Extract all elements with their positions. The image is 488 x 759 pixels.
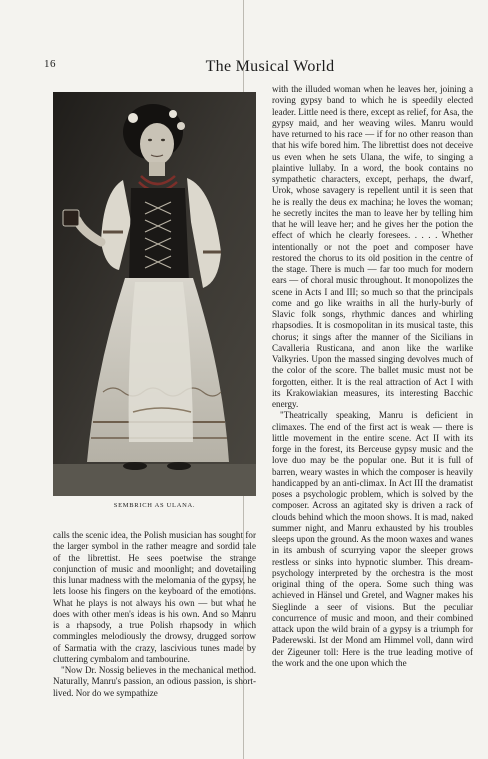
figure-caption: SEMBRICH AS ULANA. [113,502,196,509]
article-column-left [53,530,256,720]
article-paragraph: "Theatrically speaking, Manru is deficient in climaxes. The end of the first act is weak — there is little movement in the entire scene. Act II with its forge in the forest, its Berceuse gypsy music and the love duo may be the popular one. But it is full of barren, weary wastes in which the composer is heavily handicapped by an anti-climax. In Act III the dramatist poses a psychologic problem, which is solved by the composer. Across an agitated sky is driven a rack of clouds behind which the moon shows. It is mad, naked summer night, and Manru exhausted by his troubles sleeps upon the ground. As the moon waxes and wanes in its ambush of scurrying vapor the sleeper grows restless or sinks into hypnotic slumber. This dream-psychology interpreted by the orchestra is the most original thing of the opera. Some such thing was achieved in Hänsel und Gretel, and Wagner makes his Sieglinde a seer of visions. But the peculiar concurrence of music and moon, and their combined attack upon the wild brain of a gypsy is a triumph for Paderewski. Ist der Mond am Himmel voll, dann wird der Zigeuner toll: Here is the true leading motive of the work and the one upon which the [272,410,473,668]
running-head: The Musical World [205,58,335,75]
article-paragraph: with the illuded woman when he leaves her, joining a roving gypsy band to which he is speedily elected leader. Little need is there, except as relief, for Asa, the gypsy maid, and her weaving wiles. Manru would have returned to his race — if for no other reason than that his wife bored him. The librettist does not deceive us even when he sets Ulana, the wife, to singing a plaintive lullaby. In a word, the book contains no sympathetic characters, except, perhaps, the dwarf, Urok, whose savagery is repellent until it is seen that he is really the deus ex machina; he loves the woman; he secretly incites the man to leave her by telling him that he will leave her; and he gives her the potion the effect of which he clearly foresees. . . . . Whether intentionally or not the poet and composer have restored the chorus to its old position in the centre of the stage. There is much — far too much for modern ears — of choral music throughout. It monopolizes the scene in Acts I and III; so much so that the principals come and go like wraiths in all the hurly-burly of Slavic folk songs, rhythmic dances and whirling rhapsodies. It is cosmopolitan in its musical taste, this chorus; it sings after the manner of the Sicilians in Cavalleria Rusticana, and anon like the warlike Valkyries. Upon the massed singing devolves much of the color of the score. The ballet music must not be forgotten, either. It is the real attraction of Act I with its Krakowiakian measures, its interesting Bacchic energy. [272,84,473,409]
article-paragraph: calls the scenic idea, the Polish musician has sought for the larger symbol in the rather meagre and sordid tale of the librettist. He sees poetwise the strange conjunction of music and moonlight; and dovetailing this lunar madness with the melomania of the gypsy, he lets loose his fingers on the keyboard of the emotions. What he plays is not always his own — but what he does with other men's ideas is his own. And so Manru is a rhapsody, a true Polish rhapsody in which commingles melodiously the drowsy, drugged sorrow of Sarmatia with the crazy, lascivious tunes made by cluttering cymbalom and tambourine. [53,530,256,664]
portrait-figure-drawing [53,92,256,496]
article-paragraph: "Now Dr. Nossig believes in the mechanical method. Naturally, Manru's passion, an odious passion, is short-lived. Nor do we sympathize [53,665,256,698]
portrait-photo [53,92,256,496]
article-column-right [272,84,473,720]
page-number: 16 [44,58,56,70]
